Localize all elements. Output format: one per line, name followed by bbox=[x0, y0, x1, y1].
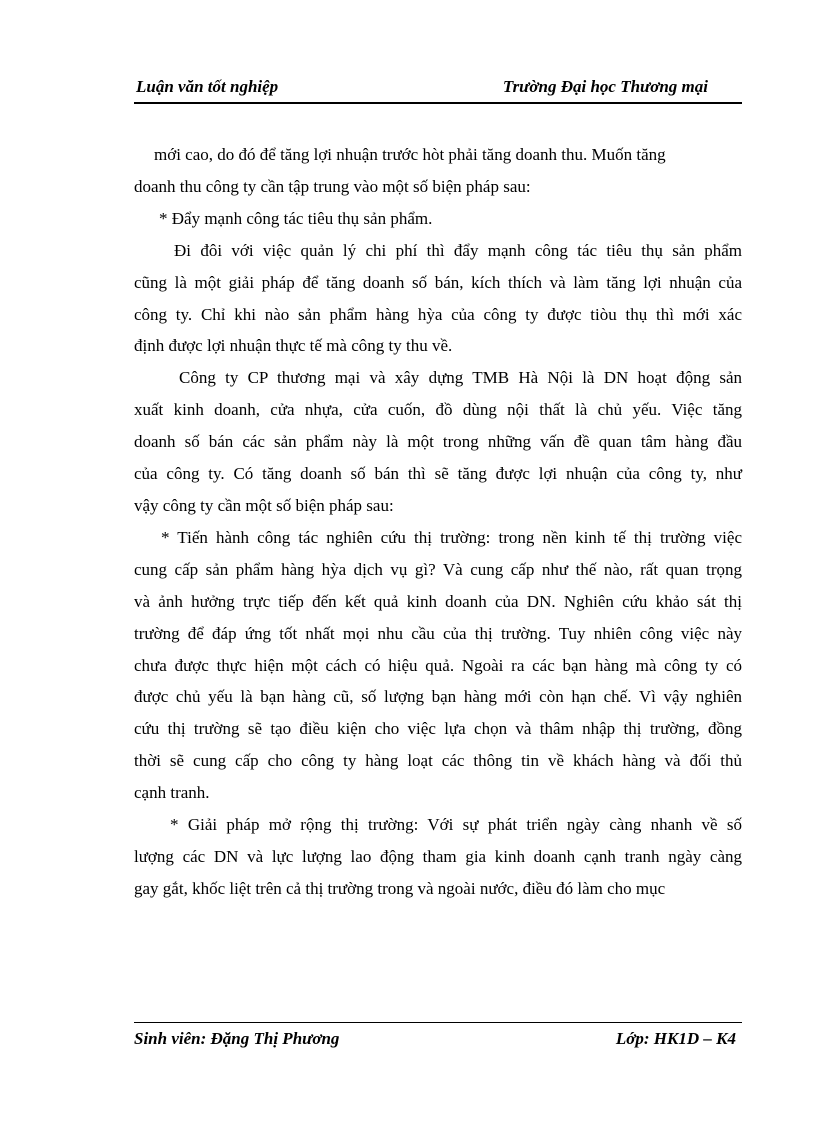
body-line: vậy công ty cần một số biện pháp sau: bbox=[134, 495, 394, 515]
header-thesis-title: Luận văn tốt nghiệp bbox=[136, 77, 279, 96]
body-line: cung cấp sản phẩm hàng hỳa dịch vụ gì? Và cung cấp như thế nào, rất quan trọng bbox=[134, 559, 742, 579]
body-line: và ảnh hưởng trực tiếp đến kết quả kinh doanh của DN. Nghiên cứu khảo sát thị bbox=[134, 591, 742, 611]
body-line: định được lợi nhuận thực tế mà công ty thu về. bbox=[134, 336, 453, 356]
body-line: doanh số bán các sản phẩm này là một trong những vấn đề quan tâm hàng đầu bbox=[134, 432, 742, 452]
body-line: được chủ yếu là bạn hàng cũ, số lượng bạn hàng mới còn hạn chế. Vì vậy nghiên bbox=[134, 687, 742, 707]
header-university-name: Trường Đại học Thương mại bbox=[502, 77, 708, 96]
body-line: lượng các DN và lực lượng lao động tham gia kinh doanh cạnh tranh ngày càng bbox=[134, 846, 742, 866]
body-line: * Tiến hành công tác nghiên cứu thị trường: trong nền kinh tế thị trường việc bbox=[161, 527, 742, 547]
body-line: của công ty. Có tăng doanh số bán thì sẽ tăng được lợi nhuận của công ty, như bbox=[134, 464, 742, 484]
body-line: cạnh tranh. bbox=[134, 783, 210, 803]
body-line: trường để đáp ứng tốt nhất mọi nhu cầu của thị trường. Tuy nhiên công việc này bbox=[134, 623, 742, 643]
body-line: cũng là một giải pháp để tăng doanh số bán, kích thích và làm tăng lợi nhuận của bbox=[134, 272, 742, 292]
page-body bbox=[134, 139, 742, 905]
body-line: doanh thu công ty cần tập trung vào một số biện pháp sau: bbox=[134, 176, 531, 196]
page-footer bbox=[134, 1022, 742, 1053]
body-line: Đi đôi với việc quản lý chi phí thì đẩy mạnh công tác tiêu thụ sản phẩm bbox=[174, 240, 742, 260]
footer-class-code: Lớp: HK1D – K4 bbox=[615, 1029, 736, 1048]
footer-student-name: Sinh viên: Đặng Thị Phương bbox=[134, 1029, 340, 1048]
body-line: công ty. Chỉ khi nào sản phẩm hàng hỳa của công ty được tiòu thụ thì mới xác bbox=[134, 304, 742, 324]
body-line: chưa được thực hiện một cách có hiệu quả. Ngoài ra các bạn hàng mà công ty có bbox=[134, 655, 742, 675]
body-line: Công ty CP thương mại và xây dựng TMB Hà Nội là DN hoạt động sản bbox=[179, 368, 742, 388]
body-line: * Giải pháp mở rộng thị trường: Với sự phát triển ngày càng nhanh về số bbox=[170, 815, 742, 835]
body-line: mới cao, do đó để tăng lợi nhuận trước hòt phải tăng doanh thu. Muốn tăng bbox=[154, 145, 666, 164]
body-line: xuất kinh doanh, cửa nhựa, cửa cuốn, đồ dùng nội thất là chủ yếu. Việc tăng bbox=[134, 400, 742, 420]
body-line: * Đẩy mạnh công tác tiêu thụ sản phẩm. bbox=[159, 208, 433, 228]
body-line: gay gắt, khốc liệt trên cả thị trường trong và ngoài nước, điều đó làm cho mục bbox=[134, 878, 666, 898]
body-line: thời sẽ cung cấp cho công ty hàng loạt các thông tin về khách hàng và đối thủ bbox=[134, 751, 742, 771]
page-header bbox=[134, 74, 742, 104]
body-line: cứu thị trường sẽ tạo điều kiện cho việc lựa chọn và thâm nhập thị trường, đồng bbox=[134, 719, 742, 739]
